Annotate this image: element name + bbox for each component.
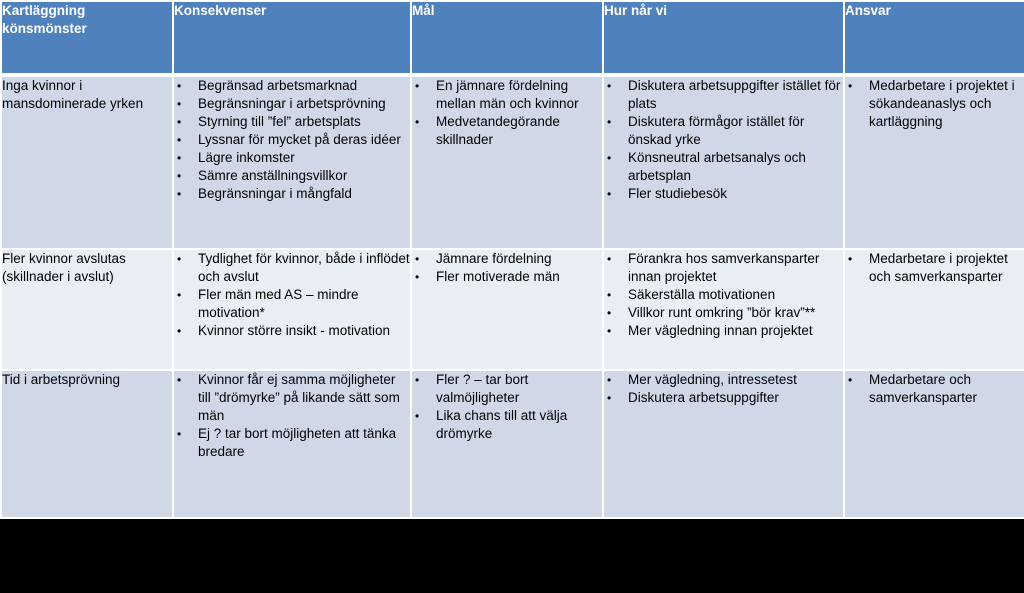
how-cell: [603, 370, 844, 518]
table-header-row: [1, 1, 1024, 75]
list-item: • Lika chans till att välja drömyrke: [412, 407, 602, 443]
list-item: • Diskutera förmågor istället för önskad yrke: [604, 113, 843, 149]
list-item: • Mer vägledning, intressetest: [604, 371, 843, 389]
consequences-cell: [173, 249, 411, 370]
table-row: [1, 370, 1024, 518]
header-responsible: Ansvar: [844, 1, 1024, 75]
responsible-cell: [844, 75, 1024, 249]
pattern-cell: Inga kvinnor i mansdominerade yrken: [1, 75, 173, 249]
list-item: • Diskutera arbetsuppgifter: [604, 389, 843, 407]
list-item: • Ej ? tar bort möjligheten att tänka bredare: [174, 425, 410, 461]
header-how: Hur når vi: [603, 1, 844, 75]
list-item: • Säkerställa motivationen: [604, 286, 843, 304]
list-item: • Styrning till ”fel” arbetsplats: [174, 113, 410, 131]
goals-cell: [411, 249, 603, 370]
list-item: • Lyssnar för mycket på deras idéer: [174, 131, 410, 149]
how-cell: [603, 75, 844, 249]
list-item: • Villkor runt omkring ”bör krav”**: [604, 304, 843, 322]
list-item: • Medvetandegörande skillnader: [412, 113, 602, 149]
header-goals: Mål: [411, 1, 603, 75]
list-item: • Fler studiebesök: [604, 185, 843, 203]
list-item: • Fler ? – tar bort valmöjligheter: [412, 371, 602, 407]
table-row: [1, 75, 1024, 249]
list-item: • Fler män med AS – mindre motivation*: [174, 286, 410, 322]
responsible-cell: [844, 370, 1024, 518]
list-item: • Sämre anställningsvillkor: [174, 167, 410, 185]
list-item: • Kvinnor får ej samma möjligheter till ”drömyrke” på likande sätt som män: [174, 371, 410, 425]
list-item: • Medarbetare och samverkansparter: [845, 371, 1024, 407]
header-consequences: Konsekvenser: [173, 1, 411, 75]
list-item: • Lägre inkomster: [174, 149, 410, 167]
pattern-cell: Tid i arbetsprövning: [1, 370, 173, 518]
header-mapping: Kartläggning könsmönster: [1, 1, 173, 75]
list-item: • Begränsad arbetsmarknad: [174, 77, 410, 95]
list-item: • Mer vägledning innan projektet: [604, 322, 843, 340]
list-item: • Jämnare fördelning: [412, 250, 602, 268]
table-row: [1, 249, 1024, 370]
goals-cell: [411, 370, 603, 518]
list-item: • Könsneutral arbetsanalys och arbetsplan: [604, 149, 843, 185]
list-item: • En jämnare fördelning mellan män och kvinnor: [412, 77, 602, 113]
responsible-cell: [844, 249, 1024, 370]
how-cell: [603, 249, 844, 370]
list-item: • Medarbetare i projektet och samverkansparter: [845, 250, 1024, 286]
pattern-cell: Fler kvinnor avslutas (skillnader i avslut): [1, 249, 173, 370]
goals-cell: [411, 75, 603, 249]
list-item: • Fler motiverade män: [412, 268, 602, 286]
list-item: • Medarbetare i projektet i sökandeanaslys och kartläggning: [845, 77, 1024, 131]
consequences-cell: [173, 370, 411, 518]
list-item: • Begränsningar i mångfald: [174, 185, 410, 203]
list-item: • Diskutera arbetsuppgifter istället för plats: [604, 77, 843, 113]
list-item: • Förankra hos samverkansparter innan projektet: [604, 250, 843, 286]
list-item: • Kvinnor större insikt - motivation: [174, 322, 410, 340]
list-item: • Begränsningar i arbetsprövning: [174, 95, 410, 113]
list-item: • Tydlighet för kvinnor, både i inflödet och avslut: [174, 250, 410, 286]
consequences-cell: [173, 75, 411, 249]
